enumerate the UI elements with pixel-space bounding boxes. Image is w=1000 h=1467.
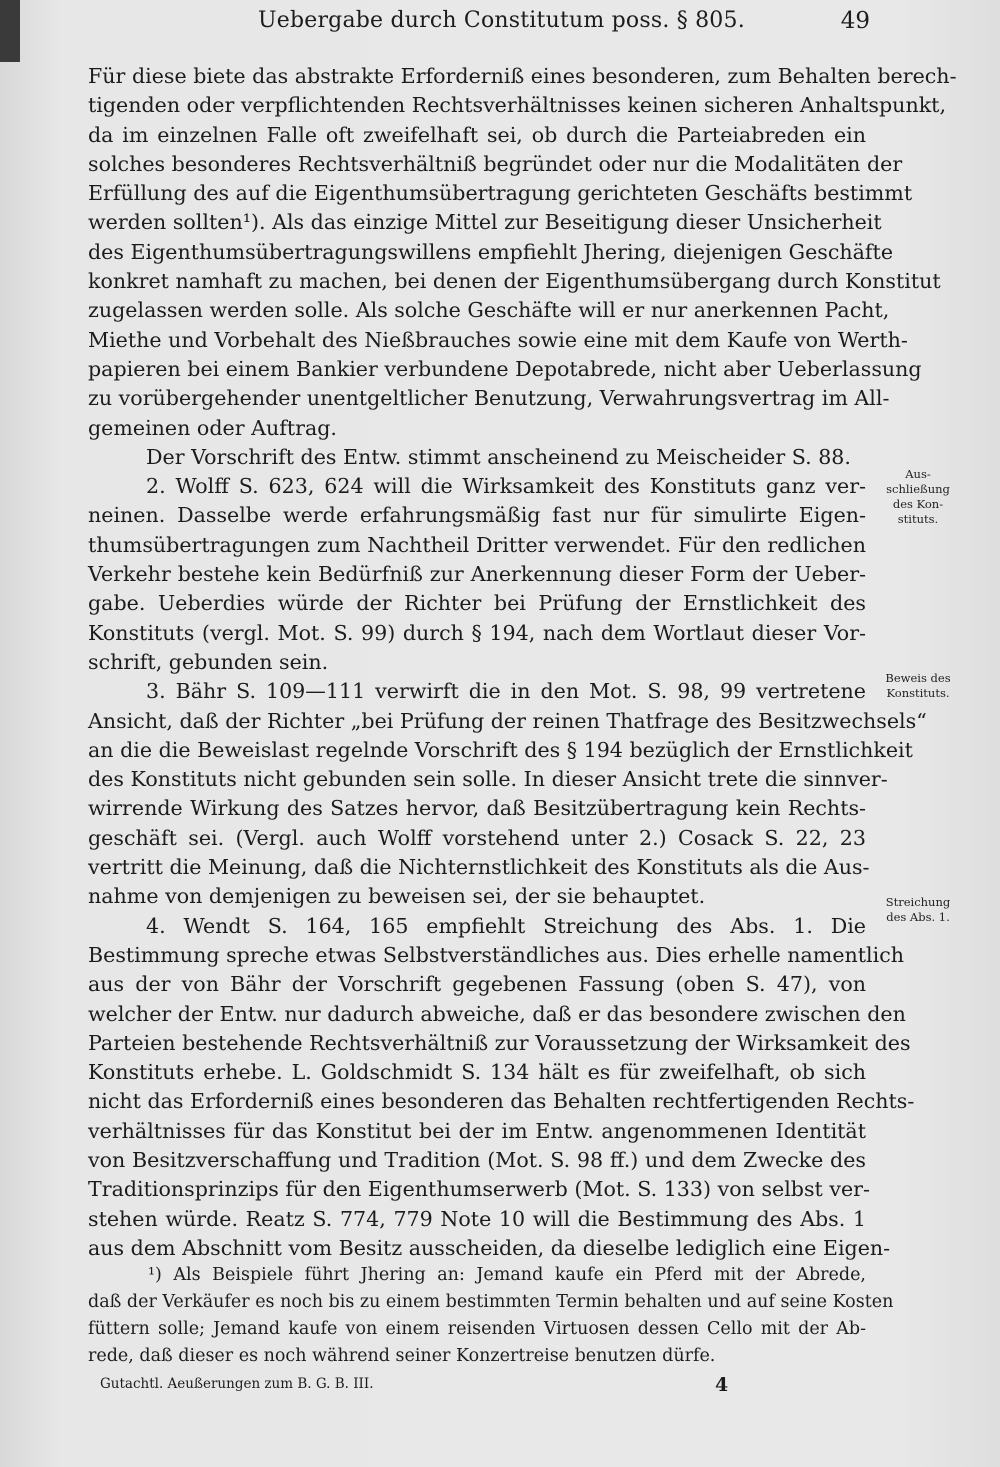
text-line: Verkehr bestehe kein Bedürfniß zur Anerkennung dieser Form der Ueber- bbox=[88, 562, 866, 587]
text-line: papieren bei einem Bankier verbundene Depotabrede, nicht aber Ueberlassung bbox=[88, 356, 922, 381]
footnotes bbox=[88, 1262, 894, 1370]
page-header bbox=[88, 6, 868, 40]
text-line: Miethe und Vorbehalt des Nießbrauches sowie eine mit dem Kaufe von Werth- bbox=[88, 327, 908, 352]
text-line: Erfüllung des auf die Eigenthumsübertragung gerichteten Geschäfts bestimmt bbox=[88, 181, 913, 206]
text-line: konkret namhaft zu machen, bei denen der Eigenthumsübergang durch Konstitut bbox=[88, 269, 941, 294]
text-line: schrift, gebunden sein. bbox=[88, 649, 329, 674]
text-line: aus der von Bähr der Vorschrift gegebenen Fassung (oben S. 47), von bbox=[88, 972, 866, 997]
margin-note-streichung: Streichung des Abs. 1. bbox=[885, 895, 951, 924]
text-line: des Eigenthumsübertragungswillens empfiehlt Jhering, diejenigen Geschäfte bbox=[88, 239, 894, 264]
text-line: 2. Wolff S. 623, 624 will die Wirksamkeit des Konstituts ganz ver- bbox=[146, 474, 866, 499]
text-line: Konstituts (vergl. Mot. S. 99) durch § 194, nach dem Wortlaut dieser Vor- bbox=[88, 620, 866, 645]
text-line: Konstituts erhebe. L. Goldschmidt S. 134 hält es für zweifelhaft, ob sich bbox=[88, 1060, 866, 1085]
text-line: nahme von demjenigen zu beweisen sei, der sie behauptet. bbox=[88, 884, 706, 909]
text-line: da im einzelnen Falle oft zweifelhaft sei, ob durch die Parteiabreden ein bbox=[88, 122, 866, 147]
margin-note-ausschliessung: Ausschließung des Konstituts. bbox=[886, 467, 950, 526]
footnote-line: rede, daß dieser es noch während seiner Konzertreise benutzen dürfe. bbox=[88, 1346, 716, 1366]
text-line: wirrende Wirkung des Satzes hervor, daß Besitzübertragung kein Rechts- bbox=[88, 796, 866, 821]
text-line: nicht das Erforderniß eines besonderen das Behalten rechtfertigenden Rechts- bbox=[88, 1089, 915, 1114]
text-line: geschäft sei. (Vergl. auch Wolff vorstehend unter 2.) Cosack S. 22, 23 bbox=[88, 825, 866, 850]
text-line: Parteien bestehende Rechtsverhältniß zur Voraussetzung der Wirksamkeit des bbox=[88, 1030, 911, 1055]
text-line: gabe. Ueberdies würde der Richter bei Prüfung der Ernstlichkeit des bbox=[88, 591, 866, 616]
text-line: thumsübertragungen zum Nachtheil Dritter verwendet. Für den redlichen bbox=[88, 532, 866, 557]
text-line: verhältnisses für das Konstitut bei der im Entw. angenommenen Identität bbox=[88, 1118, 866, 1143]
footnote-line: füttern solle; Jemand kaufe von einem reisenden Virtuosen dessen Cello mit der Ab- bbox=[88, 1319, 866, 1339]
text-line: stehen würde. Reatz S. 774, 779 Note 10 will die Bestimmung des Abs. 1 bbox=[88, 1206, 866, 1231]
text-line: Der Vorschrift des Entw. stimmt anscheinend zu Meischeider S. 88. bbox=[146, 444, 851, 469]
text-line: Traditionsprinzips für den Eigenthumserwerb (Mot. S. 133) von selbst ver- bbox=[88, 1177, 870, 1202]
page-number: 49 bbox=[840, 8, 870, 34]
text-line: welcher der Entw. nur dadurch abweiche, daß er das besondere zwischen den bbox=[88, 1001, 906, 1026]
text-line: neinen. Dasselbe werde erfahrungsmäßig fast nur für simulirte Eigen- bbox=[88, 503, 866, 528]
text-line: zugelassen werden solle. Als solche Geschäfte will er nur anerkennen Pacht, bbox=[88, 298, 890, 323]
footnote-line: ¹) Als Beispiele führt Jhering an: Jemand kaufe ein Pferd mit der Abrede, bbox=[148, 1265, 866, 1285]
text-line: aus dem Abschnitt vom Besitz ausscheiden, da dieselbe lediglich eine Eigen- bbox=[88, 1235, 891, 1260]
text-line: 3. Bähr S. 109—111 verwirft die in den Mot. S. 98, 99 vertretene bbox=[146, 679, 866, 704]
text-line: von Besitzverschaffung und Tradition (Mot. S. 98 ff.) und dem Zwecke des bbox=[88, 1147, 866, 1172]
text-line: solches besonderes Rechtsverhältniß begründet oder nur die Modalitäten der bbox=[88, 151, 903, 176]
text-line: Für diese biete das abstrakte Erforderniß eines besonderen, zum Behalten berech- bbox=[88, 64, 957, 88]
text-line: vertritt die Meinung, daß die Nichternstlichkeit des Konstituts als die Aus- bbox=[88, 855, 870, 880]
signature-line: Gutachtl. Aeußerungen zum B. G. B. III. bbox=[100, 1376, 374, 1392]
text-line: tigenden oder verpflichtenden Rechtsverhältnisses keinen sicheren Anhaltspunkt, bbox=[88, 93, 947, 118]
text-line: gemeinen oder Auftrag. bbox=[88, 415, 337, 440]
text-line: des Konstituts nicht gebunden sein solle. In dieser Ansicht trete die sinnver- bbox=[88, 767, 888, 792]
binding-mark bbox=[0, 0, 20, 62]
footnote-line: daß der Verkäufer es noch bis zu einem bestimmten Termin behalten und auf seine Kosten bbox=[88, 1292, 894, 1312]
margin-note-beweis: Beweis des Konstituts. bbox=[885, 671, 951, 700]
sheet-number: 4 bbox=[715, 1374, 729, 1396]
text-line: Ansicht, daß der Richter „bei Prüfung der reinen Thatfrage des Besitzwechsels“ bbox=[88, 708, 927, 733]
text-line: Bestimmung spreche etwas Selbstverständliches aus. Dies erhelle namentlich bbox=[88, 942, 905, 967]
text-line: zu vorübergehender unentgeltlicher Benutzung, Verwahrungsvertrag im All- bbox=[88, 386, 890, 411]
running-title: Uebergabe durch Constitutum poss. § 805. bbox=[258, 8, 745, 33]
text-line: 4. Wendt S. 164, 165 empfiehlt Streichung des Abs. 1. Die bbox=[146, 913, 866, 938]
text-line: an die die Beweislast regelnde Vorschrift des § 194 bezüglich der Ernstlichkeit bbox=[88, 737, 913, 762]
text-line: werden sollten¹). Als das einzige Mittel zur Beseitigung dieser Unsicherheit bbox=[88, 210, 882, 235]
